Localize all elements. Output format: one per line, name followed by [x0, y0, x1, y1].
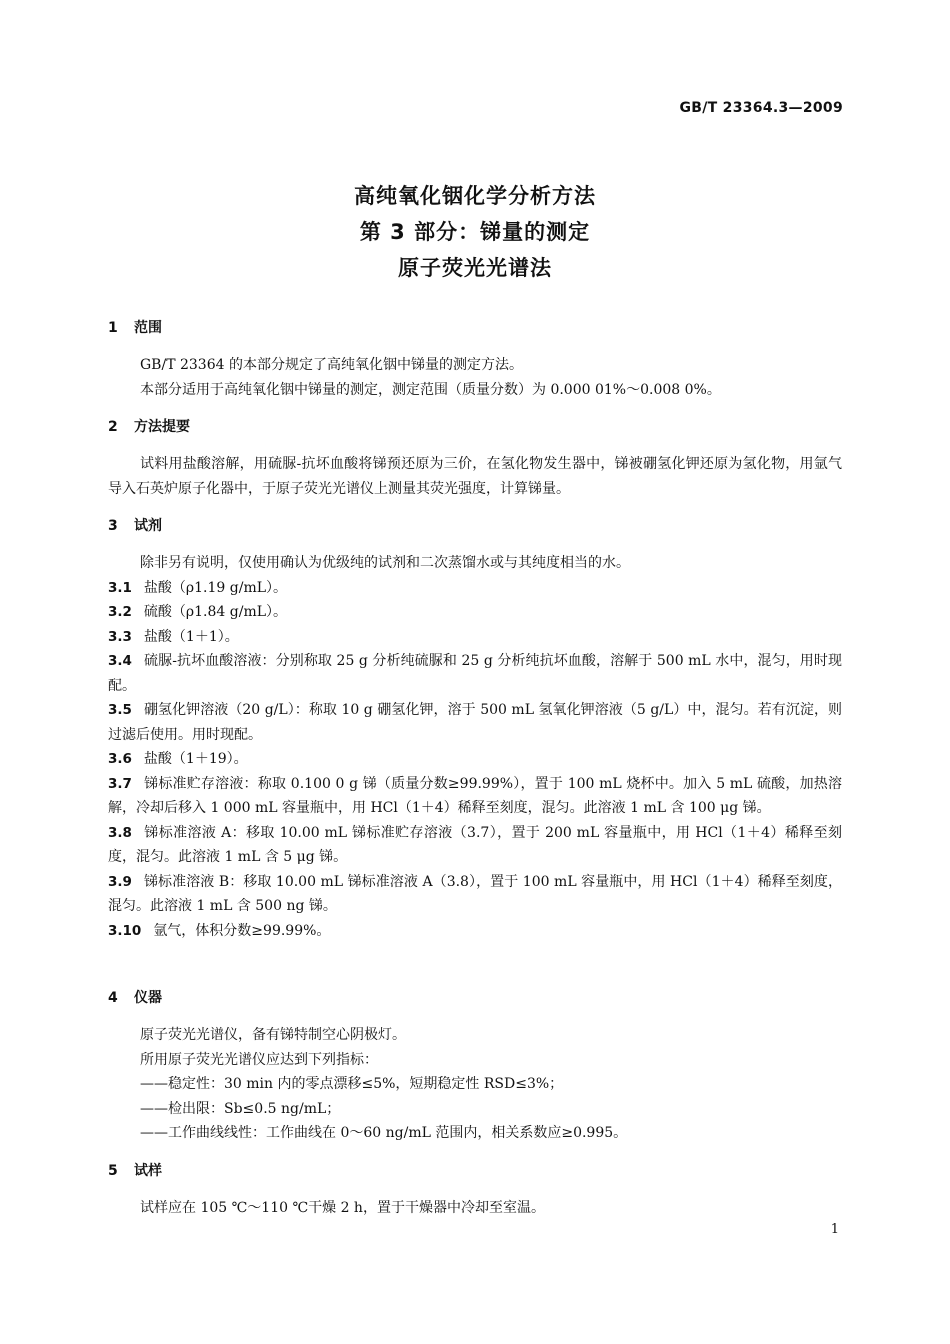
section-1-body	[108, 353, 842, 402]
spec-item: ——工作曲线线性：工作曲线在 0～60 ng/mL 范围内，相关系数应≥0.995。	[140, 1125, 628, 1141]
section-number: 5	[108, 1163, 118, 1179]
reagent-item	[108, 919, 842, 944]
item-text: 锑标准溶液 B：移取 10.00 mL 锑标准溶液 A（3.8），置于 100 mL 容量瓶中，用 HCl（1＋4）稀释至刻度，混匀。此溶液 1 mL 含 500 ng 锑。	[108, 873, 842, 914]
section-title: 范围	[134, 320, 162, 336]
paragraph: 本部分适用于高纯氧化铟中锑量的测定，测定范围（质量分数）为 0.000 01%～0.008 0%。	[140, 381, 721, 398]
section-5-heading	[108, 1160, 842, 1182]
spec-item: ——检出限：Sb≤0.5 ng/mL；	[140, 1100, 341, 1117]
reagent-item	[108, 625, 842, 650]
paragraph: 所用原子荧光光谱仪应达到下列指标：	[140, 1051, 378, 1068]
reagent-item	[108, 649, 842, 698]
title-line-2: 第 3 部分：锑量的测定	[359, 220, 591, 244]
item-number: 3.5	[108, 702, 132, 718]
spec-item: ——稳定性：30 min 内的零点漂移≤5%，短期稳定性 RSD≤3%；	[140, 1076, 564, 1092]
reagent-item	[108, 747, 842, 772]
item-number: 3.2	[108, 604, 132, 620]
item-number: 3.4	[108, 653, 132, 669]
item-text: 盐酸（1＋19）。	[143, 751, 248, 767]
item-number: 3.10	[108, 922, 142, 939]
item-text: 硫酸（ρ1.84 g/mL）。	[143, 604, 288, 620]
item-text: 锑标准溶液 A：移取 10.00 mL 锑标准贮存溶液（3.7），置于 200 mL 容量瓶中，用 HCl（1＋4）稀释至刻度，混匀。此溶液 1 mL 含 5 μg 锑。	[108, 824, 842, 865]
section-4-body	[108, 1023, 842, 1146]
section-2-body	[108, 452, 842, 501]
paragraph: 除非另有说明，仅使用确认为优级纯的试剂和二次蒸馏水或与其纯度相当的水。	[140, 555, 630, 571]
item-number: 3.7	[108, 775, 132, 792]
item-number: 3.9	[108, 873, 132, 890]
item-text: 盐酸（1＋1）。	[143, 628, 239, 645]
paragraph: 试料用盐酸溶解，用硫脲-抗坏血酸将锑预还原为三价，在氢化物发生器中，锑被硼氢化钾还原为氢化物，用氩气导入石英炉原子化器中，于原子荧光光谱仪上测量其荧光强度，计算锑量。	[108, 456, 842, 497]
item-number: 3.6	[108, 751, 132, 767]
item-number: 3.1	[108, 579, 132, 596]
section-number: 1	[108, 320, 118, 336]
section-4-heading	[108, 987, 842, 1009]
section-title: 仪器	[134, 990, 162, 1006]
reagent-item	[108, 576, 842, 601]
item-number: 3.3	[108, 628, 132, 645]
paragraph: GB/T 23364 的本部分规定了高纯氧化铟中锑量的测定方法。	[140, 357, 523, 373]
reagent-item	[108, 698, 842, 747]
item-text: 硼氢化钾溶液（20 g/L）：称取 10 g 硼氢化钾，溶于 500 mL 氢氧化钾溶液（5 g/L）中，混匀。若有沉淀，则过滤后使用。用时现配。	[108, 702, 842, 743]
paragraph: 试样应在 105 ℃～110 ℃干燥 2 h，置于干燥器中冷却至室温。	[140, 1200, 545, 1216]
section-3-body	[108, 551, 842, 943]
document-title	[0, 178, 950, 286]
section-1-heading	[108, 317, 842, 339]
item-text: 氩气，体积分数≥99.99%。	[153, 922, 331, 939]
item-number: 3.8	[108, 824, 132, 841]
section-title: 方法提要	[134, 419, 190, 435]
reagent-item	[108, 600, 842, 625]
title-line-3: 原子荧光光谱法	[398, 256, 552, 280]
section-number: 2	[108, 419, 118, 435]
reagent-item	[108, 870, 842, 919]
item-text: 硫脲-抗坏血酸溶液：分别称取 25 g 分析纯硫脲和 25 g 分析纯抗坏血酸，溶解于 500 mL 水中，混匀，用时现配。	[108, 653, 842, 694]
item-text: 盐酸（ρ1.19 g/mL）。	[143, 579, 288, 596]
reagent-item	[108, 821, 842, 870]
section-title: 试剂	[134, 518, 162, 534]
section-3-heading	[108, 515, 842, 537]
section-5-body	[108, 1196, 842, 1221]
section-number: 3	[108, 518, 118, 534]
section-2-heading	[108, 416, 842, 438]
title-line-1: 高纯氧化铟化学分析方法	[354, 184, 596, 208]
section-title: 试样	[134, 1163, 162, 1179]
standard-code: GB/T 23364.3—2009	[679, 100, 843, 116]
page-number: 1	[830, 1222, 839, 1237]
section-number: 4	[108, 990, 118, 1006]
item-text: 锑标准贮存溶液：称取 0.100 0 g 锑（质量分数≥99.99%），置于 100 mL 烧杯中。加入 5 mL 硫酸，加热溶解，冷却后移入 1 000 mL 容量瓶中，用 HCl（1＋4）稀释至刻度，混匀。此溶液 1 mL 含 100 μg 锑。	[108, 775, 842, 816]
reagent-item	[108, 772, 842, 821]
paragraph: 原子荧光光谱仪，备有锑特制空心阴极灯。	[140, 1027, 406, 1043]
